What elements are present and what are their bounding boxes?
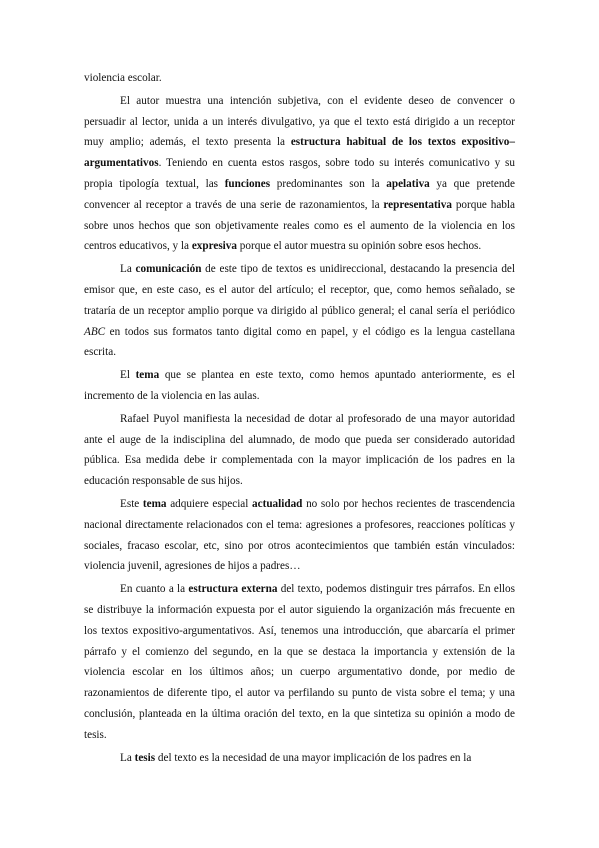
bold-term: actualidad xyxy=(252,497,303,510)
text-run: La xyxy=(120,263,136,276)
document-body xyxy=(84,68,515,768)
paragraph-4 xyxy=(84,365,515,407)
text-run: ya que pretende convencer al receptor a través de una serie de razonamientos, la xyxy=(84,177,515,211)
text-run: de este tipo de textos es unidireccional, destacando la presencia del emisor que, en este caso, es el autor del artículo; el receptor, que, como hemos señalado, se trataría de un receptor amplio porque va dirigido al público general; el canal sería el periódico xyxy=(84,263,515,317)
text-run: en todos sus formatos tanto digital como en papel, y el código es la lengua castellana escrita. xyxy=(84,325,515,359)
bold-term: estructura habitual de los textos expositivo–argumentativos xyxy=(84,136,515,170)
bold-term: representativa xyxy=(383,198,452,211)
text-run: La xyxy=(120,751,135,764)
bold-term: estructura externa xyxy=(188,583,278,596)
text-run: En cuanto a la xyxy=(120,583,189,596)
text-run: . Teniendo en cuenta estos rasgos, sobre todo su interés comunicativo y su propia tipología textual, las xyxy=(84,157,515,190)
bold-term: tema xyxy=(135,369,160,382)
bold-term: tesis xyxy=(134,751,156,764)
text-run: violencia escolar. xyxy=(84,72,162,84)
text-run: del texto, podemos distinguir tres párrafos. En ellos se distribuye la información expuesta por el autor siguiendo la organización más frecuente en los textos expositivo-argumentativos. Así, tenemos una introducción, que abarcaría el primer párrafo y el comienzo del segundo, en la que se destaca la importancia y extensión de la violencia escolar en los últimos años; un cuerpo argumentativo donde, por medio de razonamientos de diferente tipo, el autor va perfilando su punto de vista sobre el tema; y una conclusión, planteada en la última oración del texto, en la que sintetiza su opinión a modo de tesis. xyxy=(84,583,515,741)
text-run: El xyxy=(120,369,136,382)
paragraph-7 xyxy=(84,579,515,745)
paragraph-1 xyxy=(84,68,515,89)
text-run: predominantes son la xyxy=(270,177,387,190)
bold-term: comunicación xyxy=(135,263,202,276)
italic-term: ABC xyxy=(84,325,106,338)
text-run: adquiere especial xyxy=(166,497,253,510)
bold-term: expresiva xyxy=(191,240,237,253)
bold-term: tema xyxy=(142,497,167,510)
text-run: El autor muestra una intención subjetiva, con el evidente deseo de convencer o persuadir al lector, unida a un interés divulgativo, ya que el texto está dirigido a un receptor muy amplio; además, el texto presenta la xyxy=(84,94,515,149)
paragraph-5 xyxy=(84,409,515,492)
paragraph-2 xyxy=(84,91,515,257)
text-run: que se plantea en este texto, como hemos apuntado anteriormente, es el incremento de la violencia en las aulas. xyxy=(84,369,515,402)
text-run: no solo por hechos recientes de trascendencia nacional directamente relacionados con el tema: agresiones a profesores, reacciones políticas y sociales, fracaso escolar, etc, sino por otros acontecimientos que también están vinculados: violencia juvenil, agresiones de hijos a padres… xyxy=(84,497,515,573)
paragraph-6 xyxy=(84,494,515,577)
text-run: Este xyxy=(120,497,143,510)
paragraph-8 xyxy=(84,748,515,769)
bold-term: funciones xyxy=(224,177,271,190)
paragraph-3 xyxy=(84,259,515,363)
text-run: porque habla sobre unos hechos que son objetivamente reales como es el aumento de la violencia en los centros educativos, y la xyxy=(84,198,515,253)
text-run: porque el autor muestra su opinión sobre esos hechos. xyxy=(236,240,482,253)
text-run: Rafael Puyol manifiesta la necesidad de dotar al profesorado de una mayor autoridad ante el auge de la indisciplina del alumnado, de modo que pueda ser considerado autoridad pública. Esa medida debe ir complementada con la mayor implicación de los padres en la educación responsable de sus hijos. xyxy=(84,412,515,488)
text-run: del texto es la necesidad de una mayor implicación de los padres en la xyxy=(155,751,472,764)
bold-term: apelativa xyxy=(386,177,430,190)
